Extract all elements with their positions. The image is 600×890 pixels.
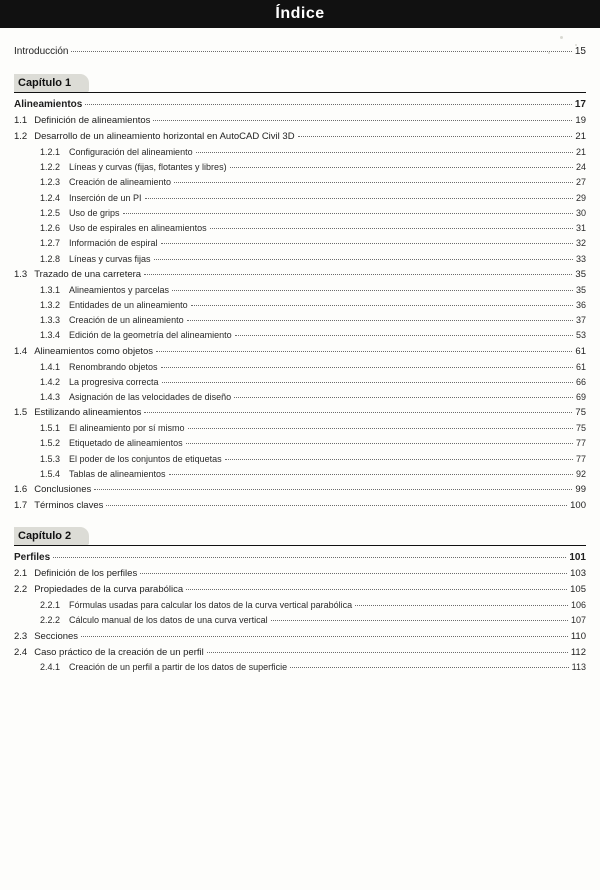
toc-entry-number: 1.4.2: [40, 376, 61, 387]
leader-dots: [186, 589, 567, 590]
toc-entry-introduccion[interactable]: [14, 46, 586, 59]
toc-entry-alineamientos[interactable]: [14, 99, 586, 112]
toc-entry-number: 1.2.4: [40, 192, 61, 203]
toc-entry-label: Uso de espirales en alineamientos: [69, 223, 207, 233]
leader-dots: [71, 51, 571, 52]
toc-entry-page: 31: [575, 223, 586, 233]
leader-dots: [94, 489, 572, 490]
leader-dots: [153, 120, 572, 121]
toc-entry-page: 33: [575, 253, 586, 264]
leader-dots: [225, 459, 573, 460]
toc-entry-label: Cálculo manual de los datos de una curva vertical: [69, 615, 268, 626]
toc-entry-number: 1.3.3: [40, 315, 61, 326]
toc-entry-label: Asignación de las velocidades de diseño: [69, 392, 232, 402]
toc-entry-number: 1.6: [14, 484, 28, 496]
toc-entry-page: 99: [575, 484, 586, 496]
toc-entry-number: 1.1: [14, 115, 28, 126]
toc-entry-page: 61: [575, 361, 586, 372]
toc-entry-label: Configuración del alineamiento: [69, 146, 193, 157]
toc-entry-page: 77: [575, 453, 586, 464]
leader-dots: [144, 412, 572, 413]
chapter-tab-label: Capítulo 2: [14, 527, 89, 545]
leader-dots: [53, 557, 566, 558]
toc-entry-page: 103: [570, 568, 586, 580]
toc-entry-label: Conclusiones: [34, 484, 92, 496]
toc-entry[interactable]: [40, 254, 586, 265]
toc-entry-page: 100: [570, 500, 586, 511]
chapter-heading-2: [14, 526, 586, 546]
toc-entry-number: 1.3: [14, 268, 28, 280]
toc-entry-number: 1.4: [14, 345, 28, 357]
toc-entry-label: Creación de un perfil a partir de los datos de superficie: [69, 662, 288, 673]
leader-dots: [210, 228, 573, 229]
leader-dots: [196, 152, 573, 153]
header-side-block: [582, 0, 600, 28]
toc-entry-page: 75: [575, 423, 586, 434]
leader-dots: [188, 428, 573, 429]
toc-entry[interactable]: [40, 454, 586, 465]
page-header: [0, 0, 600, 28]
toc-entry[interactable]: [40, 362, 586, 373]
toc-entry-label: Introducción: [14, 46, 69, 57]
toc-entry-page: 27: [575, 177, 586, 188]
toc-entry-label: Alineamientos: [14, 98, 83, 110]
leader-dots: [355, 605, 568, 606]
toc-entry-page: 77: [575, 438, 586, 449]
toc-entry[interactable]: [14, 407, 586, 419]
toc-entry[interactable]: [40, 615, 586, 626]
leader-dots: [161, 243, 573, 244]
toc-entry-number: 1.5.3: [40, 453, 61, 464]
toc-entry-page: 37: [575, 315, 586, 326]
toc-entry[interactable]: [40, 377, 586, 388]
toc-entry[interactable]: [40, 223, 586, 234]
toc-entry-number: 1.2.5: [40, 207, 61, 218]
toc-entry-label: Trazado de una carretera: [34, 268, 142, 280]
toc-entry-number: 1.3.1: [40, 284, 61, 295]
toc-entry-page: 69: [575, 392, 586, 402]
toc-entry-label: El alineamiento por sí mismo: [69, 423, 185, 434]
toc-entry[interactable]: [14, 647, 586, 659]
toc-entry-label: Perfiles: [14, 551, 51, 563]
leader-dots: [81, 636, 568, 637]
toc-entry-number: 1.2.2: [40, 162, 61, 172]
toc-entry-page: 75: [575, 407, 586, 419]
leader-dots: [123, 213, 573, 214]
toc-entry-number: 1.5.2: [40, 438, 61, 449]
toc-entry-label: Edición de la geometría del alineamiento: [69, 330, 232, 341]
leader-dots: [207, 652, 568, 653]
toc-entry-label: Líneas y curvas fijas: [69, 253, 151, 264]
toc-entry-label: Líneas y curvas (fijas, flotantes y libres): [69, 162, 227, 172]
toc-entry[interactable]: [14, 500, 586, 512]
toc-entry-number: 1.2: [14, 130, 28, 142]
toc-entry-label: Información de espiral: [69, 238, 158, 249]
leader-dots: [271, 620, 568, 621]
toc-entry[interactable]: [40, 330, 586, 341]
leader-dots: [298, 136, 573, 137]
leader-dots: [145, 198, 573, 199]
toc-entry-number: 2.4.1: [40, 662, 61, 673]
toc-entry-label: La progresiva correcta: [69, 376, 159, 387]
chapter-rule: [14, 545, 586, 546]
toc-entry-label: Entidades de un alineamiento: [69, 299, 188, 310]
toc-entry[interactable]: [40, 600, 586, 611]
toc-entry-number: 2.2.1: [40, 600, 61, 611]
toc-entry-number: 1.4.3: [40, 392, 61, 402]
toc-entry-label: Alineamientos como objetos: [34, 345, 154, 357]
toc-entry-page: 36: [575, 299, 586, 310]
toc-entry-number: 1.7: [14, 500, 28, 511]
toc-entry-number: 1.5: [14, 407, 28, 419]
leader-dots: [234, 397, 573, 398]
toc-entry-number: 1.3.2: [40, 299, 61, 310]
toc-entry-number: 1.2.7: [40, 238, 61, 249]
toc-entry-page: 29: [575, 192, 586, 203]
toc-entry-page: 17: [574, 98, 586, 110]
toc-entry[interactable]: [14, 115, 586, 127]
leader-dots: [156, 351, 572, 352]
toc-entry-label: Caso práctico de la creación de un perfil: [34, 646, 204, 658]
toc-entry-number: 2.2: [14, 584, 28, 596]
toc-entry[interactable]: [40, 300, 586, 311]
toc-entry-page: 35: [575, 268, 586, 280]
leader-dots: [230, 167, 573, 168]
toc-entry-number: 1.5.4: [40, 468, 61, 479]
toc-entry-page: 66: [575, 376, 586, 387]
leader-dots: [290, 667, 569, 668]
toc-entry-number: 2.4: [14, 646, 28, 658]
toc-entry-label: Alineamientos y parcelas: [69, 284, 170, 295]
toc-entry-page: 35: [575, 284, 586, 295]
toc-entry-page: 61: [575, 345, 586, 357]
toc-entry[interactable]: [14, 131, 586, 143]
toc-entry-label: Secciones: [34, 630, 79, 642]
toc-entry[interactable]: [14, 346, 586, 358]
page-title: Índice: [275, 5, 325, 22]
leader-dots: [140, 573, 567, 574]
toc-entry-page: 101: [569, 551, 586, 563]
chapter-heading-1: [14, 73, 586, 93]
toc-entry-page: 92: [575, 468, 586, 479]
toc-entry-label: Uso de grips: [69, 207, 120, 218]
toc-entry[interactable]: [40, 438, 586, 449]
toc-entry[interactable]: [40, 315, 586, 326]
toc-entry[interactable]: [14, 269, 586, 281]
toc-entry[interactable]: [40, 193, 586, 204]
toc-entry[interactable]: [40, 469, 586, 480]
toc-entry[interactable]: [40, 177, 586, 188]
toc-entry-number: 1.3.4: [40, 330, 61, 341]
toc-entry[interactable]: [14, 584, 586, 596]
decorative-speck: [560, 36, 563, 39]
toc-entry-page: 19: [575, 115, 586, 126]
chapter-tab-label: Capítulo 1: [14, 74, 89, 92]
toc-entry[interactable]: [40, 423, 586, 434]
toc-entry-page: 107: [570, 615, 586, 626]
leader-dots: [106, 505, 567, 506]
toc-entry-label: Desarrollo de un alineamiento horizontal en AutoCAD Civil 3D: [34, 130, 295, 142]
leader-dots: [161, 367, 573, 368]
toc-entry-page: 15: [574, 46, 586, 57]
toc-entry-label: Estilizando alineamientos: [34, 407, 142, 419]
toc-entry-perfiles[interactable]: [14, 552, 586, 565]
toc-entry-number: 1.4.1: [40, 361, 61, 372]
toc-entry-page: 112: [570, 646, 586, 658]
toc-entry-page: 21: [575, 130, 586, 142]
toc-entry-page: 32: [575, 238, 586, 249]
toc-entry-page: 113: [571, 662, 586, 673]
leader-dots: [187, 320, 573, 321]
toc-entry-number: 1.2.3: [40, 177, 61, 188]
toc-entry[interactable]: [40, 285, 586, 296]
toc-entry-label: Creación de alineamiento: [69, 177, 172, 188]
leader-dots: [191, 305, 573, 306]
toc-entry[interactable]: [14, 484, 586, 496]
toc-entry-label: Creación de un alineamiento: [69, 315, 184, 326]
toc-entry-page: 30: [575, 207, 586, 218]
leader-dots: [169, 474, 573, 475]
toc-entry-number: 2.2.2: [40, 615, 61, 626]
chapter-rule: [14, 92, 586, 93]
leader-dots: [172, 290, 573, 291]
toc-entry-page: 53: [575, 330, 586, 341]
toc-entry-page: 105: [570, 584, 586, 596]
toc-entry-label: Inserción de un PI: [69, 192, 142, 203]
toc-entry-number: 1.2.6: [40, 223, 61, 233]
toc-entry[interactable]: [40, 662, 586, 673]
toc-entry[interactable]: [40, 147, 586, 158]
leader-dots: [154, 259, 573, 260]
toc-entry-label: Tablas de alineamientos: [69, 468, 166, 479]
toc-entry-label: Definición de los perfiles: [34, 568, 138, 580]
leader-dots: [186, 443, 573, 444]
toc-entry-label: Renombrando objetos: [69, 361, 158, 372]
toc-entry[interactable]: [40, 162, 586, 173]
toc-entry-number: 1.2.1: [40, 146, 61, 157]
leader-dots: [144, 274, 572, 275]
toc-entry-number: 1.2.8: [40, 253, 61, 264]
toc-entry-label: Propiedades de la curva parabólica: [34, 584, 184, 596]
toc-entry[interactable]: [14, 568, 586, 580]
toc-entry-page: 21: [575, 146, 586, 157]
leader-dots: [235, 335, 573, 336]
toc-entry-number: 2.1: [14, 568, 28, 580]
leader-dots: [174, 182, 573, 183]
toc-entry-label: Definición de alineamientos: [34, 115, 151, 126]
toc-entry-number: 1.5.1: [40, 423, 61, 434]
toc-entry-label: El poder de los conjuntos de etiquetas: [69, 453, 222, 464]
toc-entry-label: Etiquetado de alineamientos: [69, 438, 183, 449]
toc-entry-label: Fórmulas usadas para calcular los datos de la curva vertical parabólica: [69, 600, 353, 611]
leader-dots: [85, 104, 572, 105]
toc-entry-page: 24: [575, 162, 586, 172]
toc-entry-number: 2.3: [14, 630, 28, 642]
toc-entry-label: Términos claves: [34, 500, 104, 511]
toc-entry[interactable]: [40, 208, 586, 219]
toc-entry[interactable]: [40, 392, 586, 403]
toc-entry-page: 110: [570, 630, 586, 642]
leader-dots: [162, 382, 573, 383]
toc-entry-page: 106: [570, 600, 586, 611]
toc-content: [0, 46, 600, 674]
toc-entry[interactable]: [14, 631, 586, 643]
toc-entry[interactable]: [40, 238, 586, 249]
